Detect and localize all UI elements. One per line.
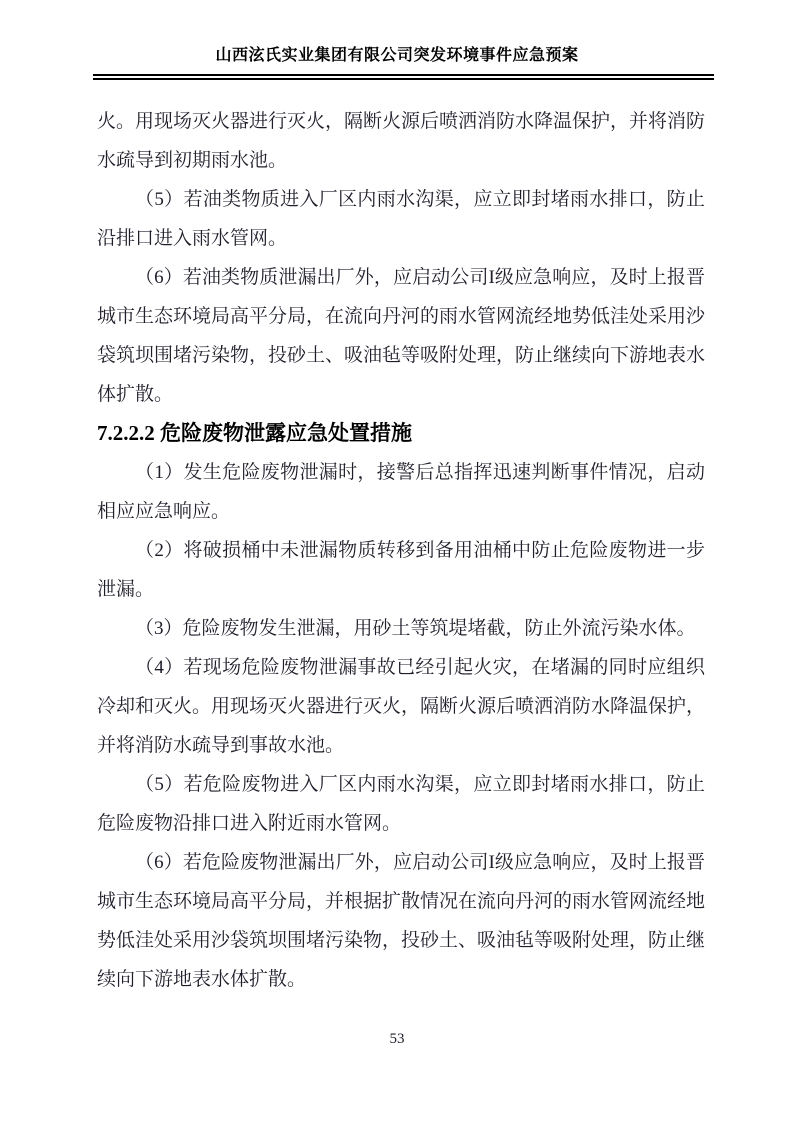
page-header-title: 山西泫氏实业集团有限公司突发环境事件应急预案 <box>215 47 579 64</box>
paragraph-hazwaste-item-5: （5）若危险废物进入厂区内雨水沟渠，应立即封堵雨水排口，防止危险废物沿排口进入附近雨水管网。 <box>97 774 705 834</box>
paragraph-continuation: 火。用现场灭火器进行灭火，隔断火源后喷洒消防水降温保护，并将消防水疏导到初期雨水池。 <box>97 111 706 171</box>
paragraph-hazwaste-item-1: （1）发生危险废物泄漏时，接警后总指挥迅速判断事件情况，启动相应应急响应。 <box>97 462 705 522</box>
paragraph-hazwaste-item-4: （4）若现场危险废物泄漏事故已经引起火灾，在堵漏的同时应组织冷却和灭火。用现场灭火器进行灭火，隔断火源后喷洒消防水降温保护，并将消防水疏导到事故水池。 <box>97 657 706 756</box>
paragraph-oil-item-6: （6）若油类物质泄漏出厂外，应启动公司I级应急响应，及时上报晋城市生态环境局高平分局，在流向丹河的雨水管网流经地势低洼处采用沙袋筑坝围堵污染物，投砂土、吸油毡等吸附处理，防止继续向下游地表水体扩散。 <box>97 267 706 405</box>
paragraph-hazwaste-item-6: （6）若危险废物泄漏出厂外，应启动公司I级应急响应，及时上报晋城市生态环境局高平分局，并根据扩散情况在流向丹河的雨水管网流经地势低洼处采用沙袋筑坝围堵污染物，投砂土、吸油毡等吸附处理，防止继续向下游地表水体扩散。 <box>97 852 706 990</box>
paragraph-hazwaste-item-3: （3）危险废物发生泄漏，用砂土等筑堤堵截，防止外流污染水体。 <box>135 618 696 639</box>
page-footer <box>0 1031 794 1048</box>
section-heading-7-2-2-2: 7.2.2.2 危险废物泄露应急处置措施 <box>97 421 412 445</box>
page-number: 53 <box>389 1031 405 1047</box>
header-rule <box>93 74 714 80</box>
paragraph-hazwaste-item-2: （2）将破损桶中未泄漏物质转移到备用油桶中防止危险废物进一步泄漏。 <box>97 540 705 600</box>
document-body <box>97 102 705 999</box>
paragraph-oil-item-5: （5）若油类物质进入厂区内雨水沟渠，应立即封堵雨水排口，防止沿排口进入雨水管网。 <box>97 189 705 249</box>
